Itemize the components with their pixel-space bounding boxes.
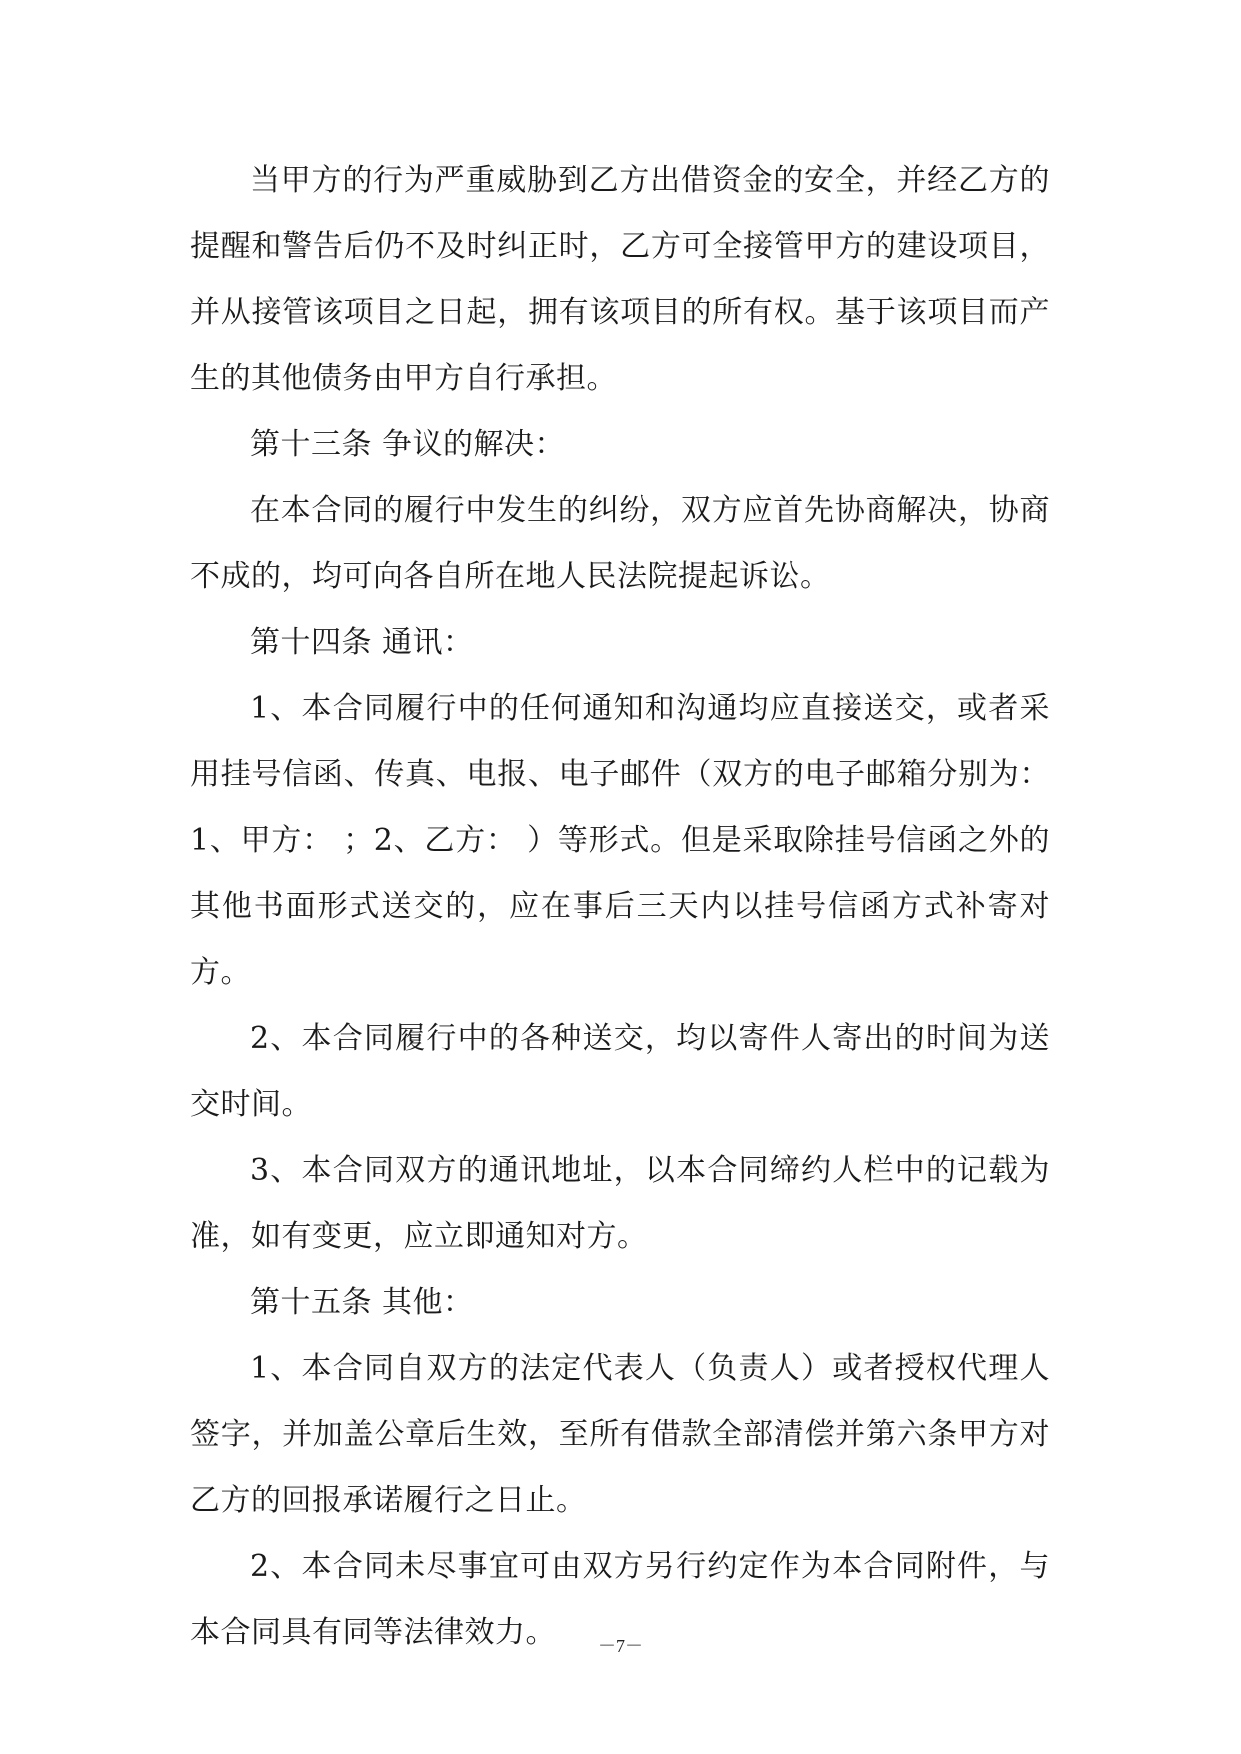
page-number: －7－ (598, 1636, 643, 1656)
paragraph-communication-3: 3、本合同双方的通讯地址，以本合同缔约人栏中的记载为准，如有变更，应立即通知对方。 (190, 1153, 1050, 1254)
heading-article-14: 第十四条 通讯： (250, 625, 474, 660)
paragraph-takeover-clause: 当甲方的行为严重威胁到乙方出借资金的安全，并经乙方的提醒和警告后仍不及时纠正时，乙方可全接管甲方的建设项目，并从接管该项目之日起，拥有该项目的所有权。基于该项目而产生的其他债务由甲方自行承担。 (190, 163, 1050, 396)
heading-article-15: 第十五条 其他： (250, 1285, 474, 1320)
paragraph-other-2: 2、本合同未尽事宜可由双方另行约定作为本合同附件，与本合同具有同等法律效力。 (190, 1549, 1050, 1650)
paragraph-dispute-resolution: 在本合同的履行中发生的纠纷，双方应首先协商解决，协商不成的，均可向各自所在地人民法院提起诉讼。 (190, 493, 1050, 594)
paragraph-communication-2: 2、本合同履行中的各种送交，均以寄件人寄出的时间为送交时间。 (190, 1021, 1050, 1122)
paragraph-communication-1: 1、本合同履行中的任何通知和沟通均应直接送交，或者采用挂号信函、传真、电报、电子邮件（双方的电子邮箱分别为：1、甲方： ；2、乙方： ）等形式。但是采取除挂号信函之外的其他书面形式送交的，应在事后三天内以挂号信函方式补寄对方。 (190, 691, 1050, 990)
paragraph-other-1: 1、本合同自双方的法定代表人（负责人）或者授权代理人签字，并加盖公章后生效，至所有借款全部清偿并第六条甲方对乙方的回报承诺履行之日止。 (190, 1351, 1050, 1518)
document-body (190, 148, 1050, 1666)
heading-article-13: 第十三条 争议的解决： (250, 427, 566, 462)
